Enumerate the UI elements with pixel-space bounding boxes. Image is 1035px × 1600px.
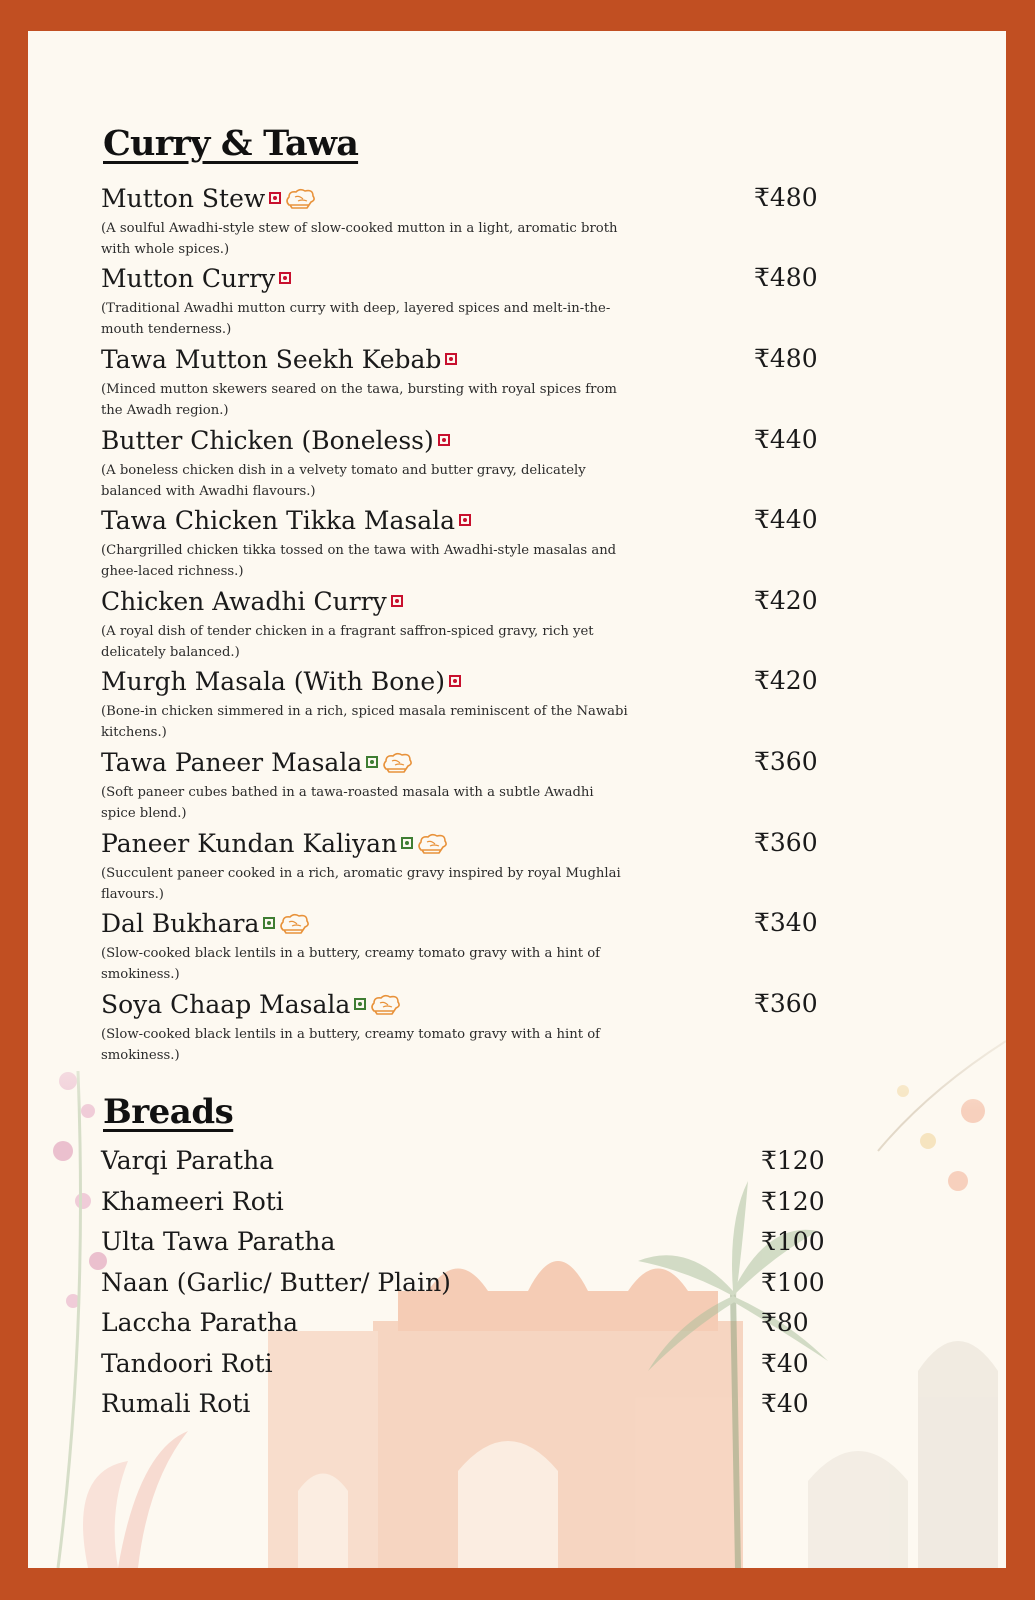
bread-item-price: ₹40: [761, 1389, 809, 1418]
menu-item-price: ₹420: [754, 586, 818, 615]
menu-item-price: ₹360: [754, 828, 818, 857]
menu-item-header: [101, 181, 317, 215]
bread-item: [101, 1146, 825, 1180]
bread-item-name: Ulta Tawa Paratha: [101, 1227, 336, 1256]
bread-item-price: ₹120: [761, 1146, 825, 1175]
non-veg-mark-icon: [449, 675, 461, 687]
menu-item-name: Tawa Chicken Tikka Masala: [101, 505, 456, 535]
menu-item-name: Dal Bukhara: [101, 908, 260, 938]
bread-item-name: Tandoori Roti: [101, 1349, 273, 1378]
menu-item-header: [101, 503, 471, 537]
menu-item-description: (A soulful Awadhi-style stew of slow-cooked mutton in a light, aromatic broth with whole spices.): [101, 221, 618, 257]
menu-item-price: ₹480: [754, 183, 818, 212]
menu-item-name: Chicken Awadhi Curry: [101, 586, 387, 616]
chef-hat-icon: [283, 187, 317, 209]
veg-mark-icon: [354, 998, 366, 1010]
bread-item-name: Varqi Paratha: [101, 1146, 275, 1175]
menu-item-name: Butter Chicken (Boneless): [101, 425, 434, 455]
menu-item-price: ₹420: [754, 666, 818, 695]
menu-item: [101, 906, 861, 988]
menu-item: [101, 584, 861, 666]
non-veg-mark-icon: [445, 353, 457, 365]
menu-item-description: (Bone-in chicken simmered in a rich, spiced masala reminiscent of the Nawabi kitchens.): [101, 704, 628, 740]
menu-item-header: [101, 664, 461, 698]
menu-item-name: Paneer Kundan Kaliyan: [101, 828, 398, 858]
bread-item: [101, 1187, 825, 1221]
menu-item-name: Murgh Masala (With Bone): [101, 666, 445, 696]
section-title-curry: Curry & Tawa: [103, 123, 359, 164]
menu-item-description: (Slow-cooked black lentils in a buttery, creamy tomato gravy with a hint of smokiness.): [101, 1027, 601, 1063]
menu-item: [101, 503, 861, 585]
chef-hat-icon: [415, 832, 449, 854]
menu-item-header: [101, 342, 457, 376]
menu-item: [101, 342, 861, 424]
chef-hat-icon: [368, 993, 402, 1015]
chef-hat-icon: [380, 751, 414, 773]
bread-item: [101, 1349, 821, 1383]
menu-item: [101, 423, 861, 505]
menu-item-header: [101, 584, 403, 618]
menu-item: [101, 826, 861, 908]
menu-item-price: ₹440: [754, 505, 818, 534]
menu-item-name: Soya Chaap Masala: [101, 989, 351, 1019]
bread-item-name: Laccha Paratha: [101, 1308, 298, 1337]
menu-item-name: Tawa Paneer Masala: [101, 747, 363, 777]
bread-item-price: ₹40: [761, 1349, 809, 1378]
non-veg-mark-icon: [269, 192, 281, 204]
veg-mark-icon: [263, 917, 275, 929]
non-veg-mark-icon: [459, 514, 471, 526]
menu-item: [101, 181, 861, 263]
bread-item-name: Khameeri Roti: [101, 1187, 284, 1216]
menu-item: [101, 987, 861, 1069]
veg-mark-icon: [366, 756, 378, 768]
menu-item-header: [101, 261, 291, 295]
menu-item: [101, 664, 861, 746]
menu-item-description: (Minced mutton skewers seared on the tawa, bursting with royal spices from the Awadh region.): [101, 382, 617, 418]
bread-item: [101, 1308, 821, 1342]
menu-item: [101, 261, 861, 343]
bread-item: [101, 1227, 825, 1261]
menu-item-name: Tawa Mutton Seekh Kebab: [101, 344, 442, 374]
bread-item: [101, 1268, 825, 1302]
chef-hat-icon: [277, 912, 311, 934]
menu-item-price: ₹480: [754, 263, 818, 292]
bread-item-name: Naan (Garlic/ Butter/ Plain): [101, 1268, 451, 1297]
bread-item-price: ₹100: [761, 1227, 825, 1256]
menu-item-price: ₹360: [754, 989, 818, 1018]
bread-item-price: ₹120: [761, 1187, 825, 1216]
non-veg-mark-icon: [391, 595, 403, 607]
menu-item-name: Mutton Stew: [101, 183, 266, 213]
menu-item-description: (A boneless chicken dish in a velvety tomato and butter gravy, delicately balanced with Awadhi flavours.): [101, 463, 586, 499]
menu-item-header: [101, 423, 450, 457]
menu-page: [28, 31, 1006, 1568]
bread-item: [101, 1389, 821, 1423]
menu-item-description: (Succulent paneer cooked in a rich, aromatic gravy inspired by royal Mughlai flavours.): [101, 866, 621, 902]
non-veg-mark-icon: [279, 272, 291, 284]
menu-content: [28, 31, 1006, 1568]
menu-item-description: (Slow-cooked black lentils in a buttery, creamy tomato gravy with a hint of smokiness.): [101, 946, 601, 982]
menu-item-header: [101, 745, 414, 779]
bread-item-price: ₹80: [761, 1308, 809, 1337]
menu-item-description: (Chargrilled chicken tikka tossed on the tawa with Awadhi-style masalas and ghee-laced richness.): [101, 543, 617, 579]
menu-item: [101, 745, 861, 827]
menu-item-header: [101, 987, 402, 1021]
section-title-breads: Breads: [103, 1092, 234, 1132]
menu-item-header: [101, 906, 311, 940]
menu-item-price: ₹340: [754, 908, 818, 937]
menu-item-price: ₹440: [754, 425, 818, 454]
menu-item-description: (Traditional Awadhi mutton curry with deep, layered spices and melt-in-the-mouth tenderness.): [101, 301, 611, 337]
menu-item-name: Mutton Curry: [101, 263, 276, 293]
menu-item-description: (A royal dish of tender chicken in a fragrant saffron-spiced gravy, rich yet delicately balanced.): [101, 624, 594, 660]
veg-mark-icon: [401, 837, 413, 849]
non-veg-mark-icon: [438, 434, 450, 446]
menu-item-description: (Soft paneer cubes bathed in a tawa-roasted masala with a subtle Awadhi spice blend.): [101, 785, 594, 821]
menu-item-header: [101, 826, 449, 860]
bread-item-price: ₹100: [761, 1268, 825, 1297]
menu-item-price: ₹480: [754, 344, 818, 373]
menu-item-price: ₹360: [754, 747, 818, 776]
bread-item-name: Rumali Roti: [101, 1389, 251, 1418]
